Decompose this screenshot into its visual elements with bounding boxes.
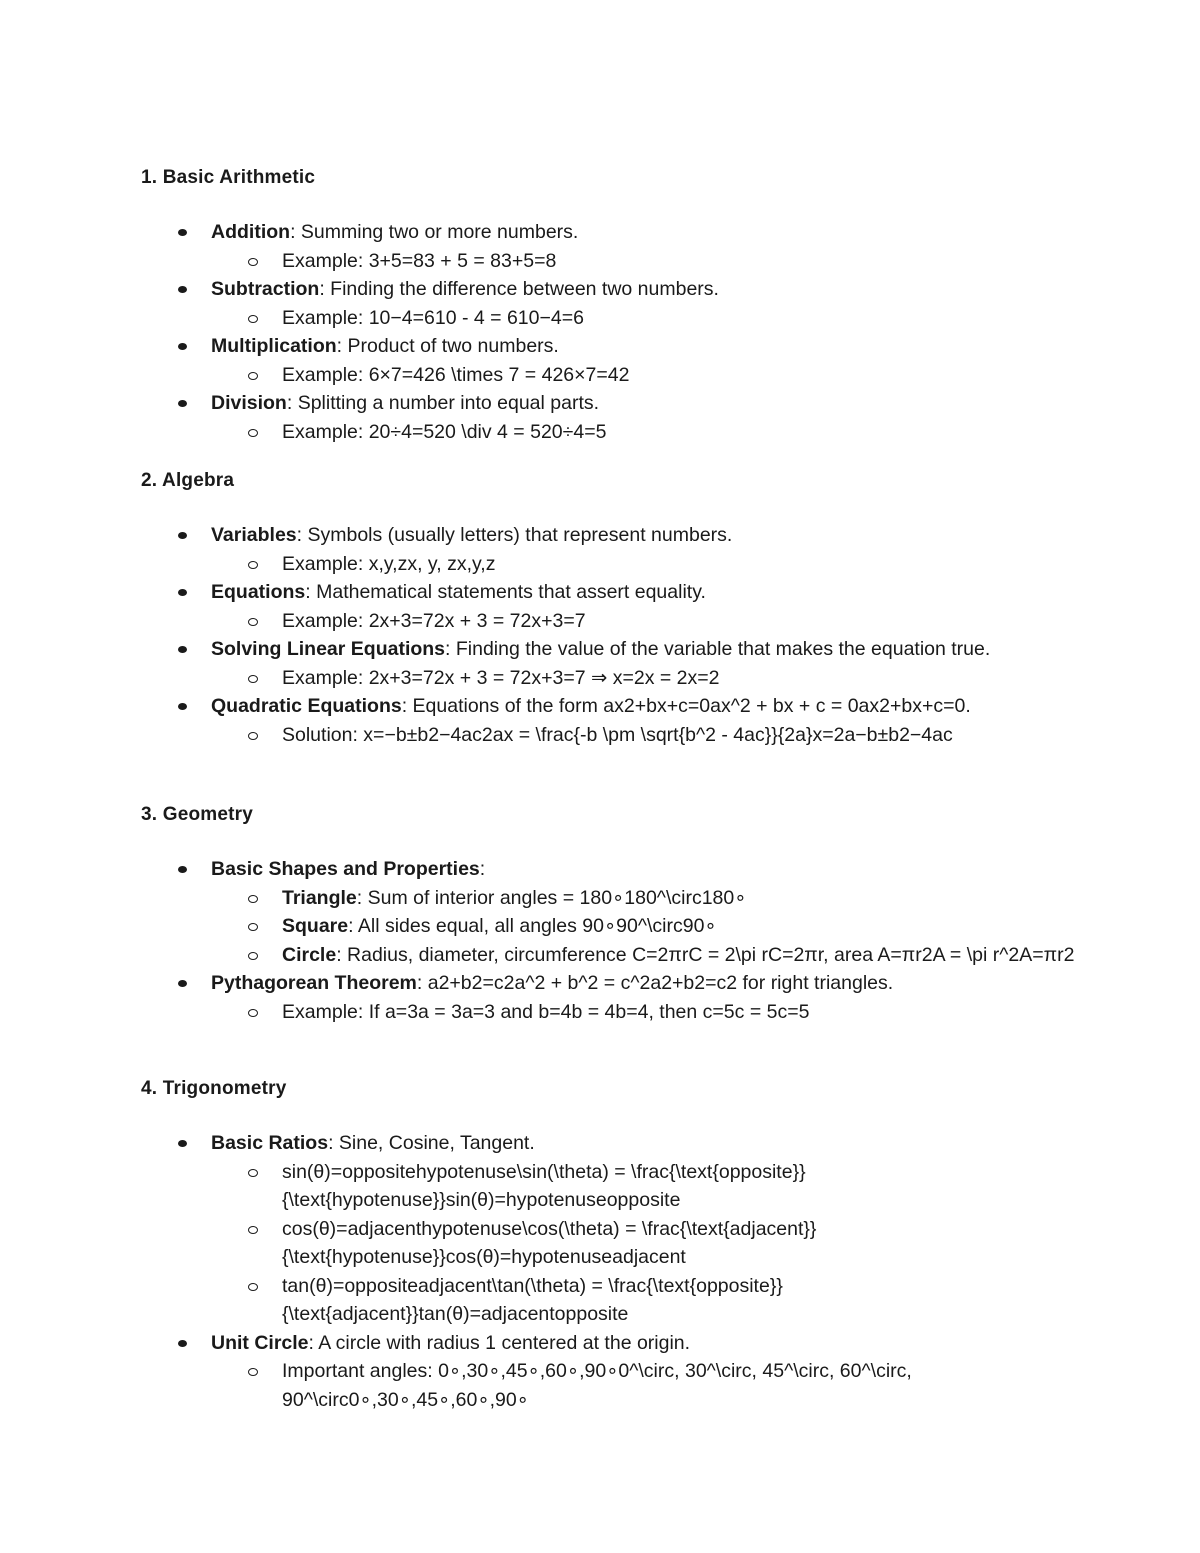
bullet-icon bbox=[178, 343, 187, 350]
sub-description: Solution: x=−b±b2−4ac2ax = \frac{-b \pm \sqrt{b^2 - 4ac}}{2a}x=2a−b±b2−4ac bbox=[282, 723, 953, 746]
bullet-icon bbox=[178, 980, 187, 987]
list-item bbox=[141, 521, 1101, 578]
sub-description: Example: x,y,zx, y, zx,y,z bbox=[282, 552, 496, 575]
circle-bullet-icon bbox=[248, 372, 258, 380]
bullet-icon bbox=[178, 703, 187, 710]
list-item bbox=[141, 275, 1101, 332]
description: : Finding the difference between two numbers. bbox=[319, 278, 719, 300]
list-item bbox=[141, 1329, 1101, 1415]
sub-list bbox=[211, 1357, 1101, 1414]
sub-list-item bbox=[211, 418, 1101, 447]
sub-description: Example: 6×7=426 \times 7 = 426×7=42 bbox=[282, 363, 630, 386]
circle-bullet-icon bbox=[248, 315, 258, 323]
section-basic-arithmetic bbox=[141, 166, 1101, 446]
description: : A circle with radius 1 centered at the origin. bbox=[308, 1331, 691, 1354]
list-item bbox=[141, 969, 1101, 1026]
sub-list bbox=[211, 998, 1101, 1027]
description: : Symbols (usually letters) that represent numbers. bbox=[296, 524, 733, 546]
circle-bullet-icon bbox=[248, 561, 258, 569]
sub-term: Triangle bbox=[282, 886, 357, 909]
section-algebra bbox=[141, 469, 1101, 749]
sub-list-item bbox=[211, 664, 1101, 693]
sub-description: Important angles: 0∘,30∘,45∘,60∘,90∘0^\circ, 30^\circ, 45^\circ, 60^\circ, 90^\circ0∘,30∘,45∘,60∘,90∘ bbox=[282, 1360, 912, 1411]
description: : Product of two numbers. bbox=[336, 335, 559, 357]
term: Equations bbox=[211, 581, 306, 603]
term: Basic Shapes and Properties bbox=[211, 858, 480, 880]
description: : Summing two or more numbers. bbox=[290, 221, 579, 243]
sub-list-item bbox=[211, 1357, 1101, 1414]
list-item bbox=[141, 389, 1101, 446]
list-item bbox=[141, 855, 1101, 969]
sub-description: tan(θ)=oppositeadjacent\tan(\theta) = \frac{\text{opposite}}{\text{adjacent}}tan(θ)=adjacentopposite bbox=[282, 1274, 783, 1325]
circle-bullet-icon bbox=[248, 618, 258, 626]
term: Basic Ratios bbox=[211, 1132, 329, 1154]
bullet-icon bbox=[178, 589, 187, 596]
bullet-icon bbox=[178, 229, 187, 236]
term: Solving Linear Equations bbox=[211, 638, 446, 660]
sub-list-item bbox=[211, 912, 1101, 941]
topic-list bbox=[141, 218, 1101, 446]
sub-list bbox=[211, 721, 1101, 750]
section-trigonometry bbox=[141, 1077, 1101, 1414]
sub-list bbox=[211, 418, 1101, 447]
circle-bullet-icon bbox=[248, 732, 258, 740]
list-item bbox=[141, 578, 1101, 635]
circle-bullet-icon bbox=[248, 1169, 258, 1177]
sub-list-item bbox=[211, 884, 1101, 913]
circle-bullet-icon bbox=[248, 1368, 258, 1376]
description: : bbox=[479, 858, 486, 880]
bullet-icon bbox=[178, 866, 187, 873]
sub-list-item bbox=[211, 247, 1101, 276]
sub-description: Example: 2x+3=72x + 3 = 72x+3=7 bbox=[282, 609, 586, 632]
description: : Mathematical statements that assert equality. bbox=[305, 581, 706, 603]
sub-list-item bbox=[211, 1158, 1101, 1215]
sub-list-item bbox=[211, 941, 1101, 970]
description: : Splitting a number into equal parts. bbox=[286, 392, 600, 414]
sub-term: Square bbox=[282, 915, 349, 937]
sub-list-item bbox=[211, 998, 1101, 1027]
term: Pythagorean Theorem bbox=[211, 972, 417, 994]
sub-list-item bbox=[211, 1215, 1101, 1272]
circle-bullet-icon bbox=[248, 952, 258, 960]
circle-bullet-icon bbox=[248, 1226, 258, 1234]
circle-bullet-icon bbox=[248, 429, 258, 437]
sub-list bbox=[211, 607, 1101, 636]
list-item bbox=[141, 692, 1101, 749]
sub-description: Example: 3+5=83 + 5 = 83+5=8 bbox=[282, 249, 557, 272]
term: Subtraction bbox=[211, 278, 320, 300]
sub-list-item bbox=[211, 304, 1101, 333]
sub-description: Example: 10−4=610 - 4 = 610−4=6 bbox=[282, 306, 584, 329]
circle-bullet-icon bbox=[248, 1009, 258, 1017]
circle-bullet-icon bbox=[248, 923, 258, 931]
section-title: 3. Geometry bbox=[141, 804, 254, 825]
list-item bbox=[141, 332, 1101, 389]
sub-description: : Sum of interior angles = 180∘180^\circ180∘ bbox=[356, 886, 747, 909]
sub-term: Circle bbox=[282, 943, 337, 966]
topic-list bbox=[141, 855, 1101, 1026]
description: : Sine, Cosine, Tangent. bbox=[328, 1132, 535, 1154]
bullet-icon bbox=[178, 646, 187, 653]
sub-description: Example: 2x+3=72x + 3 = 72x+3=7 ⇒ x=2x = 2x=2 bbox=[282, 666, 720, 689]
sub-description: Example: If a=3a = 3a=3 and b=4b = 4b=4, then c=5c = 5c=5 bbox=[282, 1000, 810, 1023]
topic-list bbox=[141, 1129, 1101, 1414]
section-title: 1. Basic Arithmetic bbox=[141, 167, 316, 188]
sub-list bbox=[211, 550, 1101, 579]
list-item bbox=[141, 1129, 1101, 1329]
bullet-icon bbox=[178, 532, 187, 539]
description: : Equations of the form ax2+bx+c=0ax^2 + bx + c = 0ax2+bx+c=0. bbox=[401, 695, 971, 717]
sub-list bbox=[211, 247, 1101, 276]
sub-description: : All sides equal, all angles 90∘90^\circ90∘ bbox=[348, 915, 717, 937]
bullet-icon bbox=[178, 286, 187, 293]
sub-list-item bbox=[211, 550, 1101, 579]
bullet-icon bbox=[178, 400, 187, 407]
description: : a2+b2=c2a^2 + b^2 = c^2a2+b2=c2 for right triangles. bbox=[416, 972, 894, 994]
sub-list bbox=[211, 304, 1101, 333]
sub-description: sin(θ)=oppositehypotenuse\sin(\theta) = \frac{\text{opposite}}{\text{hypotenuse}}sin(θ)=hypotenuseopposite bbox=[282, 1160, 806, 1211]
term: Quadratic Equations bbox=[211, 695, 402, 717]
sub-description: cos(θ)=adjacenthypotenuse\cos(\theta) = \frac{\text{adjacent}}{\text{hypotenuse}}cos(θ)=hypotenuseadjacent bbox=[282, 1217, 817, 1268]
sub-list-item bbox=[211, 607, 1101, 636]
section-geometry bbox=[141, 803, 1101, 1026]
bullet-icon bbox=[178, 1340, 187, 1347]
term: Multiplication bbox=[211, 335, 337, 357]
sub-list bbox=[211, 361, 1101, 390]
term: Unit Circle bbox=[211, 1331, 309, 1354]
sub-list-item bbox=[211, 361, 1101, 390]
circle-bullet-icon bbox=[248, 1283, 258, 1291]
bullet-icon bbox=[178, 1140, 187, 1147]
term: Addition bbox=[211, 221, 291, 243]
sub-list bbox=[211, 664, 1101, 693]
description: : Finding the value of the variable that makes the equation true. bbox=[445, 638, 991, 660]
circle-bullet-icon bbox=[248, 675, 258, 683]
list-item bbox=[141, 635, 1101, 692]
circle-bullet-icon bbox=[248, 895, 258, 903]
term: Variables bbox=[211, 524, 297, 546]
sub-list-item bbox=[211, 721, 1101, 750]
section-title: 4. Trigonometry bbox=[141, 1078, 287, 1099]
term: Division bbox=[211, 392, 287, 414]
sub-list bbox=[211, 884, 1101, 970]
sub-list bbox=[211, 1158, 1101, 1329]
circle-bullet-icon bbox=[248, 258, 258, 266]
sub-description: : Radius, diameter, circumference C=2πrC = 2\pi rC=2πr, area A=πr2A = \pi r^2A=πr2 bbox=[336, 943, 1075, 966]
sub-description: Example: 20÷4=520 \div 4 = 520÷4=5 bbox=[282, 420, 607, 443]
section-title: 2. Algebra bbox=[141, 470, 235, 491]
list-item bbox=[141, 218, 1101, 275]
topic-list bbox=[141, 521, 1101, 749]
sub-list-item bbox=[211, 1272, 1101, 1329]
